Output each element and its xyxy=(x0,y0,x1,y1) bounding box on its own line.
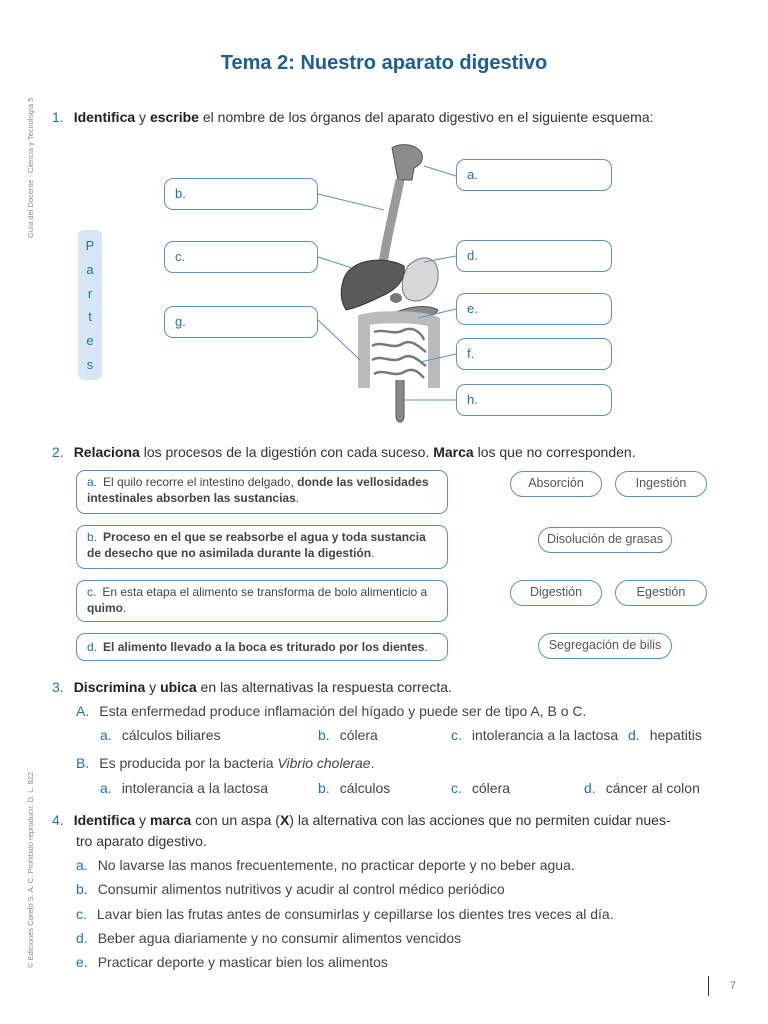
option-3a-d[interactable] xyxy=(628,727,702,743)
option-text: cálculos biliares xyxy=(121,727,221,743)
option-3a-a[interactable] xyxy=(100,727,221,743)
question-3b xyxy=(76,755,374,771)
q-text: los que no corresponden. xyxy=(473,444,636,460)
option-text: Beber agua diariamente y no consumir alimentos vencidos xyxy=(97,930,462,946)
option-letter: d. xyxy=(628,727,640,743)
diagram-label-c[interactable]: c. xyxy=(164,241,318,273)
item-end: . xyxy=(370,755,375,771)
diagram-label-b[interactable]: b. xyxy=(164,178,318,210)
option-letter: c. xyxy=(76,906,87,922)
option-letter: c. xyxy=(451,780,462,796)
item-text: Es producida por la bacteria xyxy=(99,755,278,771)
option-3b-b[interactable] xyxy=(318,780,390,796)
keyword: Marca xyxy=(433,444,474,460)
statement-bold: El alimento llevado a la boca es triturado por los dientes xyxy=(103,640,425,654)
option-text: Consumir alimentos nutritivos y acudir al control médico periódico xyxy=(97,881,505,897)
partes-letter: a xyxy=(86,261,94,277)
side-credit-top: Guía del Docente - Ciencia y Tecnología 5 xyxy=(26,97,35,238)
diagram-label-h[interactable]: h. xyxy=(456,384,612,416)
statement-end: . xyxy=(295,491,300,505)
partes-letter: r xyxy=(87,285,93,301)
keyword: ubica xyxy=(160,679,197,695)
keyword: Identifica xyxy=(73,109,136,125)
option-letter: a. xyxy=(76,857,88,873)
option-letter: b. xyxy=(318,780,330,796)
partes-letter: s xyxy=(86,356,94,372)
diagram-label-g[interactable]: g. xyxy=(164,306,318,338)
option-3b-a[interactable] xyxy=(100,780,268,796)
option-3b-d[interactable] xyxy=(584,780,700,796)
item-italic: Vibrio cholerae xyxy=(277,755,371,771)
keyword: Identifica xyxy=(73,812,136,828)
process-segregacion-bilis[interactable]: Segregación de bilis xyxy=(538,633,672,659)
process-digestion[interactable]: Digestión xyxy=(510,580,602,606)
process-absorcion[interactable]: Absorción xyxy=(510,471,602,497)
question-4 xyxy=(52,812,671,828)
partes-letter: e xyxy=(86,332,94,348)
statement-letter: a. xyxy=(87,475,98,489)
option-letter: e. xyxy=(76,954,88,970)
statement-text: El quilo recorre el intestino delgado, xyxy=(103,475,298,489)
q-text: y xyxy=(145,679,161,695)
statement-end: . xyxy=(123,601,127,615)
option-letter: a. xyxy=(100,780,112,796)
option-4d[interactable] xyxy=(76,930,461,946)
option-letter: b. xyxy=(76,881,88,897)
question-number: 3. xyxy=(52,679,64,695)
statement-c[interactable] xyxy=(76,580,448,622)
option-text: intolerancia a la lactosa xyxy=(471,727,619,743)
option-4b[interactable] xyxy=(76,881,505,897)
page-title: Tema 2: Nuestro aparato digestivo xyxy=(220,52,548,74)
option-letter: d. xyxy=(76,930,88,946)
statement-b[interactable] xyxy=(76,525,448,569)
option-3a-c[interactable] xyxy=(451,727,618,743)
diagram-label-f[interactable]: f. xyxy=(456,338,612,370)
keyword: Discrimina xyxy=(73,679,146,695)
question-number: 1. xyxy=(52,109,64,125)
keyword: escribe xyxy=(149,109,199,125)
question-number: 4. xyxy=(52,812,64,828)
option-text: cálculos xyxy=(339,780,391,796)
keyword: X xyxy=(279,812,290,828)
statement-bold: Proceso en el que se reabsorbe el agua y toda sustancia de desecho que no asimilada durante la digestión xyxy=(87,530,426,560)
partes-letter: P xyxy=(85,238,95,254)
option-4e[interactable] xyxy=(76,954,388,970)
process-disolucion-grasas[interactable]: Disolución de grasas xyxy=(538,527,672,553)
option-3a-b[interactable] xyxy=(318,727,378,743)
option-text: Practicar deporte y masticar bien los alimentos xyxy=(97,954,388,970)
side-copyright: © Ediciones Corefo S. A. C. Prohibido reproducir. D. L. 822 xyxy=(26,771,35,968)
option-letter: a. xyxy=(100,727,112,743)
diagram-label-a[interactable]: a. xyxy=(456,159,612,191)
question-number: 2. xyxy=(52,444,64,460)
q-text: con un aspa ( xyxy=(191,812,280,828)
statement-end: . xyxy=(424,640,428,654)
page-number: 7 xyxy=(729,980,736,992)
process-ingestion[interactable]: Ingestión xyxy=(615,471,707,497)
item-letter: B. xyxy=(76,755,90,771)
q-text: los procesos de la digestión con cada suceso. xyxy=(139,444,434,460)
q-text: en las alternativas la respuesta correcta. xyxy=(196,679,452,695)
option-text: cólera xyxy=(471,780,511,796)
statement-letter: c. xyxy=(87,585,97,599)
option-letter: c. xyxy=(451,727,462,743)
q-text: y xyxy=(135,109,150,125)
option-letter: b. xyxy=(318,727,330,743)
page-number-divider xyxy=(708,976,709,996)
statement-a[interactable] xyxy=(76,470,448,514)
item-text: Esta enfermedad produce inflamación del hígado y puede ser de tipo A, B o C. xyxy=(99,703,587,719)
option-text: cólera xyxy=(339,727,378,743)
option-letter: d. xyxy=(584,780,596,796)
partes-letter: t xyxy=(88,309,92,325)
statement-end: . xyxy=(371,546,375,560)
process-egestion[interactable]: Egestión xyxy=(615,580,707,606)
q-text: el nombre de los órganos del aparato digestivo en el siguiente esquema: xyxy=(198,109,654,125)
q-text: ) la alternativa con las acciones que no permiten cuidar nues- xyxy=(289,812,671,828)
leader-lines xyxy=(0,0,768,440)
question-4-line2: tro aparato digestivo. xyxy=(76,833,207,849)
diagram-label-e[interactable]: e. xyxy=(456,293,612,325)
option-text: hepatitis xyxy=(649,727,702,743)
keyword: marca xyxy=(149,812,192,828)
option-4a[interactable] xyxy=(76,857,575,873)
statement-d[interactable] xyxy=(76,633,448,661)
option-text: Lavar bien las frutas antes de consumirlas y cepillarse los dientes tres veces al día. xyxy=(96,906,614,922)
statement-text: En esta etapa el alimento se transforma de bolo alimenticio a xyxy=(102,585,428,599)
statement-bold: quimo xyxy=(87,601,123,615)
keyword: Relaciona xyxy=(73,444,140,460)
statement-bold: donde las vellosidades intestinales absorben las sustancias xyxy=(87,475,429,505)
option-text: cáncer al colon xyxy=(605,780,700,796)
question-3 xyxy=(52,679,452,695)
option-text: No lavarse las manos frecuentemente, no practicar deporte y no beber agua. xyxy=(97,857,575,873)
diagram-label-d[interactable]: d. xyxy=(456,240,612,272)
statement-letter: d. xyxy=(87,640,98,654)
question-3a xyxy=(76,703,586,719)
item-letter: A. xyxy=(76,703,90,719)
question-2 xyxy=(52,444,636,460)
statement-letter: b. xyxy=(87,530,98,544)
q-text: y xyxy=(135,812,150,828)
option-4c[interactable] xyxy=(76,906,614,922)
option-3b-c[interactable] xyxy=(451,780,510,796)
option-text: intolerancia a la lactosa xyxy=(121,780,268,796)
